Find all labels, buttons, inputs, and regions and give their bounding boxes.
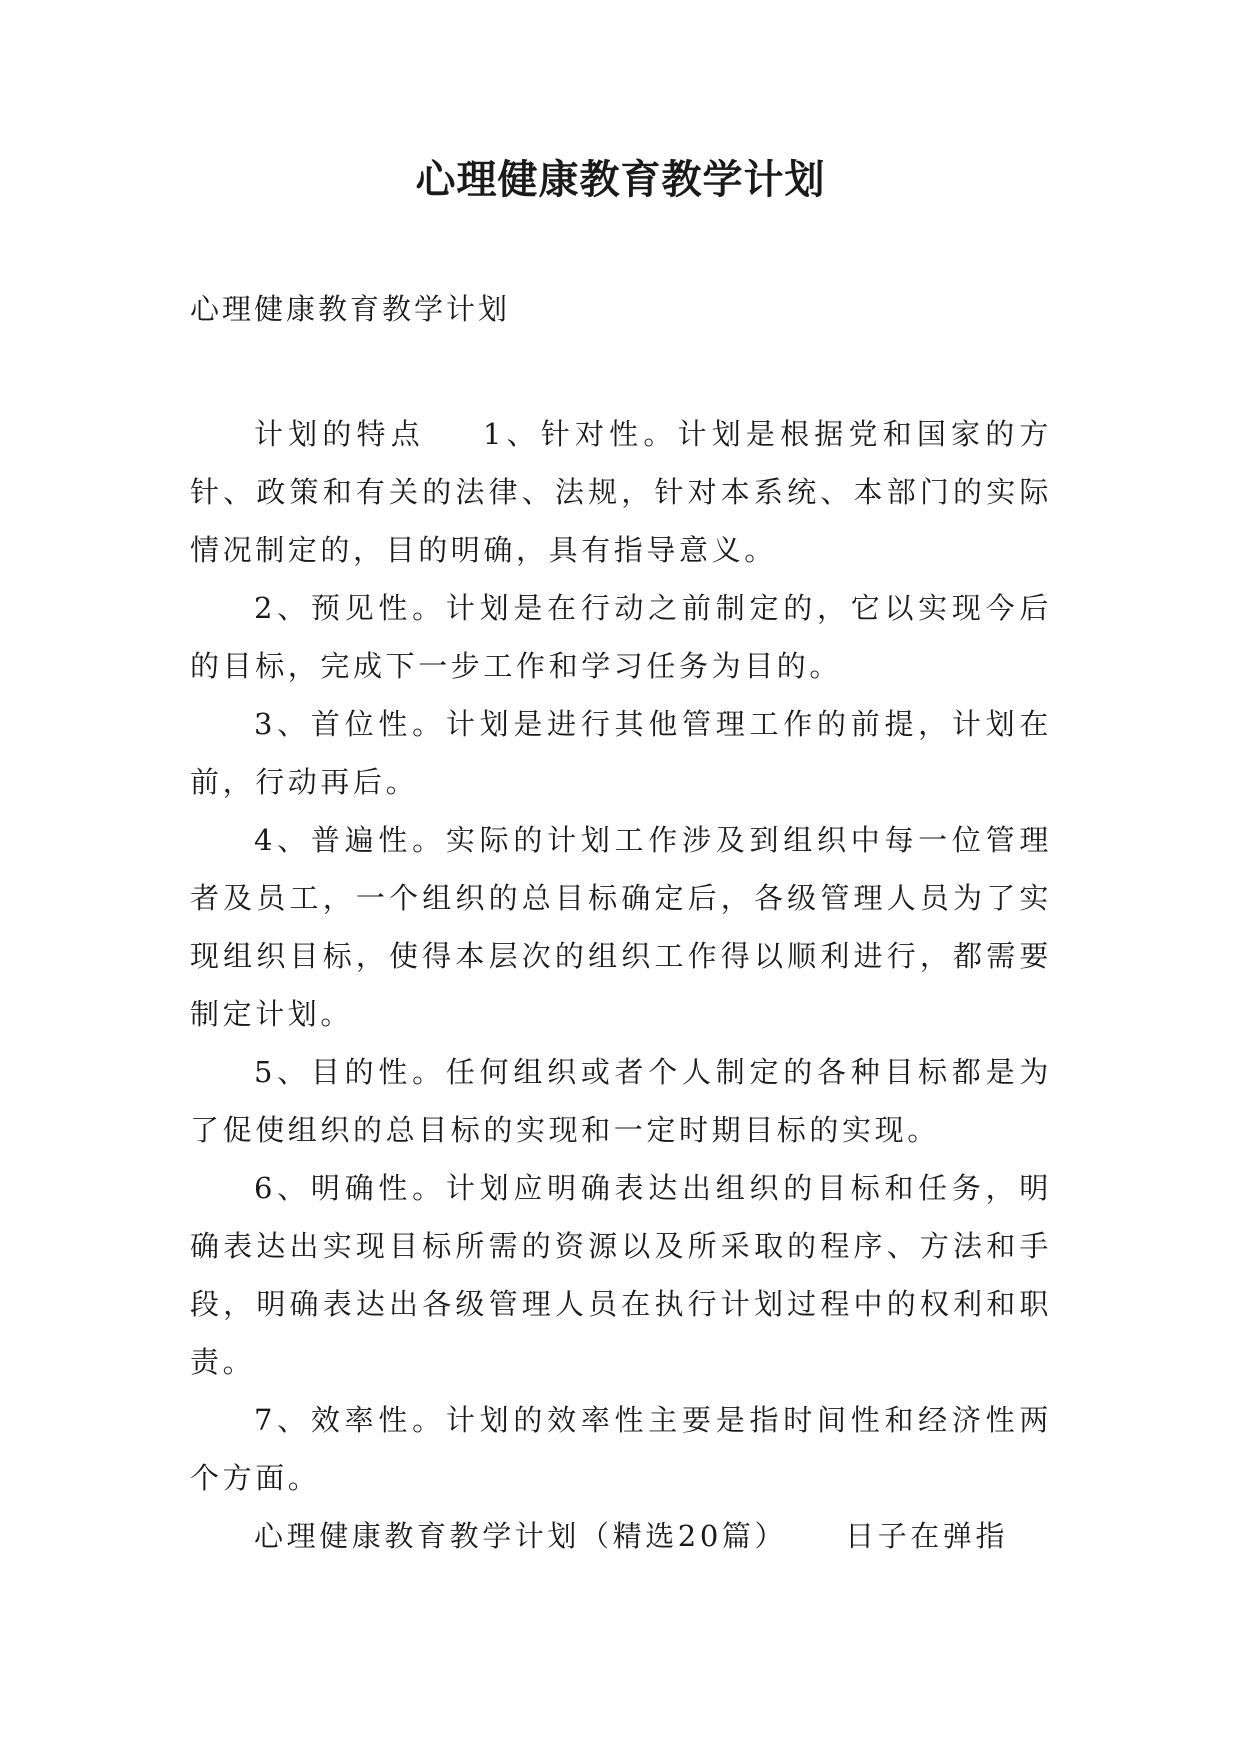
paragraph-4-text: 4、普遍性。实际的计划工作涉及到组织中每一位管理者及员工，一个组织的总目标确定后，各级管理人员为了实现组织目标，使得本层次的组织工作得以顺利进行，都需要制定计划。: [190, 823, 1052, 1031]
paragraph-4: [190, 811, 1052, 1043]
paragraph-7-text: 7、效率性。计划的效率性主要是指时间性和经济性两个方面。: [190, 1403, 1052, 1495]
paragraph-6-text: 6、明确性。计划应明确表达出组织的目标和任务，明确表达出实现目标所需的资源以及所采取的程序、方法和手段，明确表达出各级管理人员在执行计划过程中的权利和职责。: [190, 1171, 1052, 1379]
paragraph-5: [190, 1043, 1052, 1159]
paragraph-8-lead: 心理健康教育教学计划（精选20篇）: [254, 1519, 788, 1553]
paragraph-1: [190, 405, 1052, 579]
paragraph-3-text: 3、首位性。计划是进行其他管理工作的前提，计划在前，行动再后。: [190, 707, 1052, 799]
paragraph-2-text: 2、预见性。计划是在行动之前制定的，它以实现今后的目标，完成下一步工作和学习任务为目的。: [190, 591, 1052, 683]
paragraph-3: [190, 695, 1052, 811]
document-subtitle: 心理健康教育教学计划: [190, 292, 511, 326]
paragraph-2: [190, 579, 1052, 695]
document-body: [190, 405, 1052, 1565]
paragraph-5-text: 5、目的性。任何组织或者个人制定的各种目标都是为了促使组织的总目标的实现和一定时期目标的实现。: [190, 1055, 1052, 1147]
paragraph-6: [190, 1159, 1052, 1391]
paragraph-7: [190, 1391, 1052, 1507]
paragraph-1-text: 1、针对性。计划是根据党和国家的方针、政策和有关的法律、法规，针对本系统、本部门的实际情况制定的，目的明确，具有指导意义。: [190, 417, 1052, 567]
paragraph-1-lead: 计划的特点: [254, 417, 425, 451]
document-title: 心理健康教育教学计划: [415, 156, 826, 203]
paragraph-8: [190, 1507, 1052, 1565]
paragraph-8-text: 日子在弹指: [845, 1519, 1009, 1553]
